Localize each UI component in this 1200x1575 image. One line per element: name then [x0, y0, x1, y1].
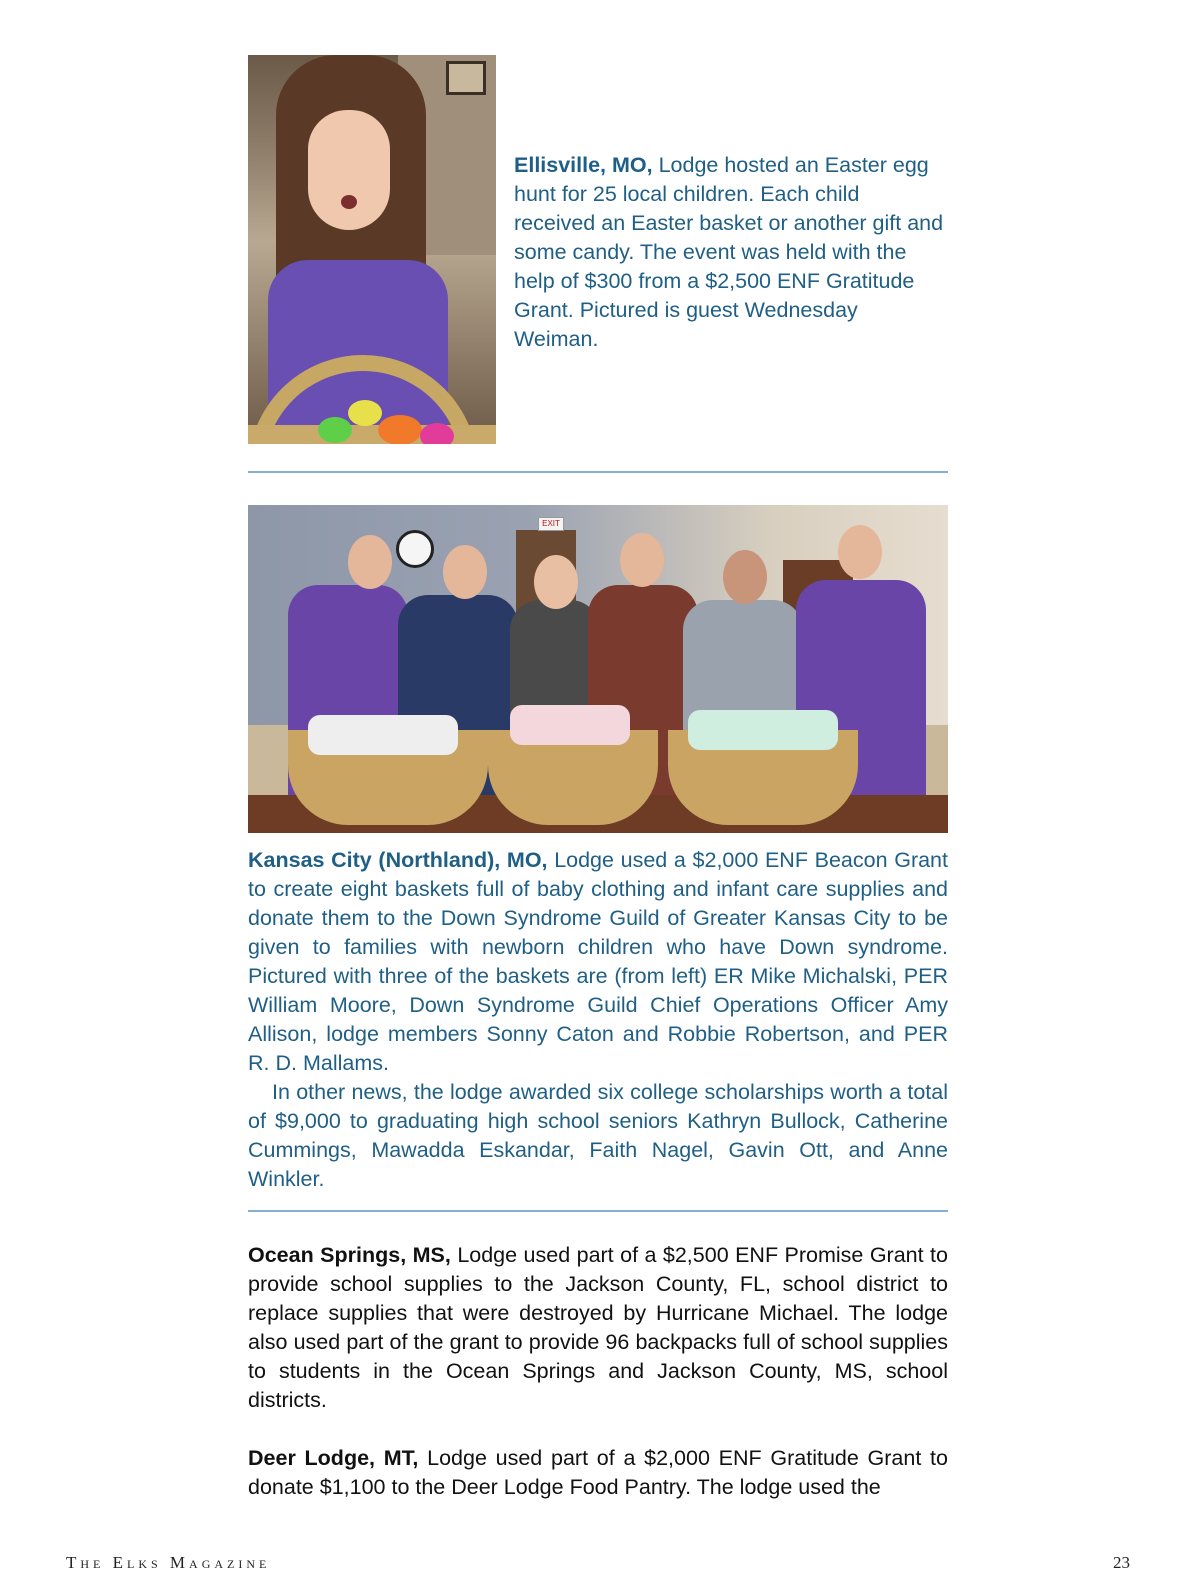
person-head [620, 533, 664, 587]
easter-egg-hunt-photo [248, 55, 496, 444]
magazine-name-footer: The Elks Magazine [66, 1553, 271, 1572]
kansas-city-scholarships: In other news, the lodge awarded six college scholarships worth a total of $9,000 to graduating high school seniors Kathryn Bullock, Catherine Cummings, Mawadda Eskandar, Faith Nagel, Gavin Ott, and Anne Winkler. [248, 1080, 948, 1191]
baby-clothes [308, 715, 458, 755]
exit-sign: EXIT [538, 517, 564, 531]
deer-lodge-text: Lodge used part of a $2,000 ENF Gratitude Grant to donate $1,100 to the Deer Lodge Food Pantry. The lodge used the [248, 1446, 948, 1499]
kansas-city-lodge-name: Kansas City (Northland), MO, [248, 848, 548, 872]
ellisville-lodge-name: Ellisville, MO, [514, 153, 653, 177]
easter-egg [318, 417, 352, 443]
wall-clock [396, 530, 434, 568]
easter-egg [420, 423, 454, 444]
person-head [723, 550, 767, 604]
person-head [838, 525, 882, 579]
ocean-springs-lodge-name: Ocean Springs, MS, [248, 1243, 451, 1267]
easter-basket [248, 425, 496, 444]
baby-clothes [510, 705, 630, 745]
easter-egg [348, 400, 382, 426]
ellisville-item [514, 151, 944, 354]
deer-lodge-item [248, 1444, 948, 1502]
kansas-city-item [248, 846, 948, 1078]
page-number: 23 [1113, 1553, 1130, 1572]
deer-lodge-lodge-name: Deer Lodge, MT, [248, 1446, 419, 1470]
girl-face [308, 110, 390, 230]
girl-mouth [341, 195, 357, 209]
wall-picture-frame [446, 61, 486, 95]
baby-baskets-group-photo [248, 505, 948, 833]
section-divider [248, 471, 948, 473]
section-divider [248, 1210, 948, 1212]
baby-clothes [688, 710, 838, 750]
easter-egg [378, 415, 422, 444]
person-head [348, 535, 392, 589]
ocean-springs-item [248, 1241, 948, 1415]
person-head [443, 545, 487, 599]
kansas-city-text: Lodge used a $2,000 ENF Beacon Grant to create eight baskets full of baby clothing and infant care supplies and donate them to the Down Syndrome Guild of Greater Kansas City to be given to families with newborn children who have Down syndrome. Pictured with three of the baskets are (from left) ER Mike Michalski, PER William Moore, Down Syndrome Guild Chief Operations Officer Amy Allison, lodge members Sonny Caton and Robbie Robertson, and PER R. D. Mallams. [248, 848, 948, 1075]
ocean-springs-text: Lodge used part of a $2,500 ENF Promise Grant to provide school supplies to the Jackson County, FL, school district to replace supplies that were destroyed by Hurricane Michael. The lodge also used part of the grant to provide 96 backpacks full of school supplies to students in the Ocean Springs and Jackson County, MS, school districts. [248, 1243, 948, 1412]
person-head [534, 555, 578, 609]
ellisville-text: Lodge hosted an Easter egg hunt for 25 local children. Each child received an Easter basket or another gift and some candy. The event was held with the help of $300 from a $2,500 ENF Gratitude Grant. Pictured is guest Wednesday Weiman. [514, 153, 944, 351]
